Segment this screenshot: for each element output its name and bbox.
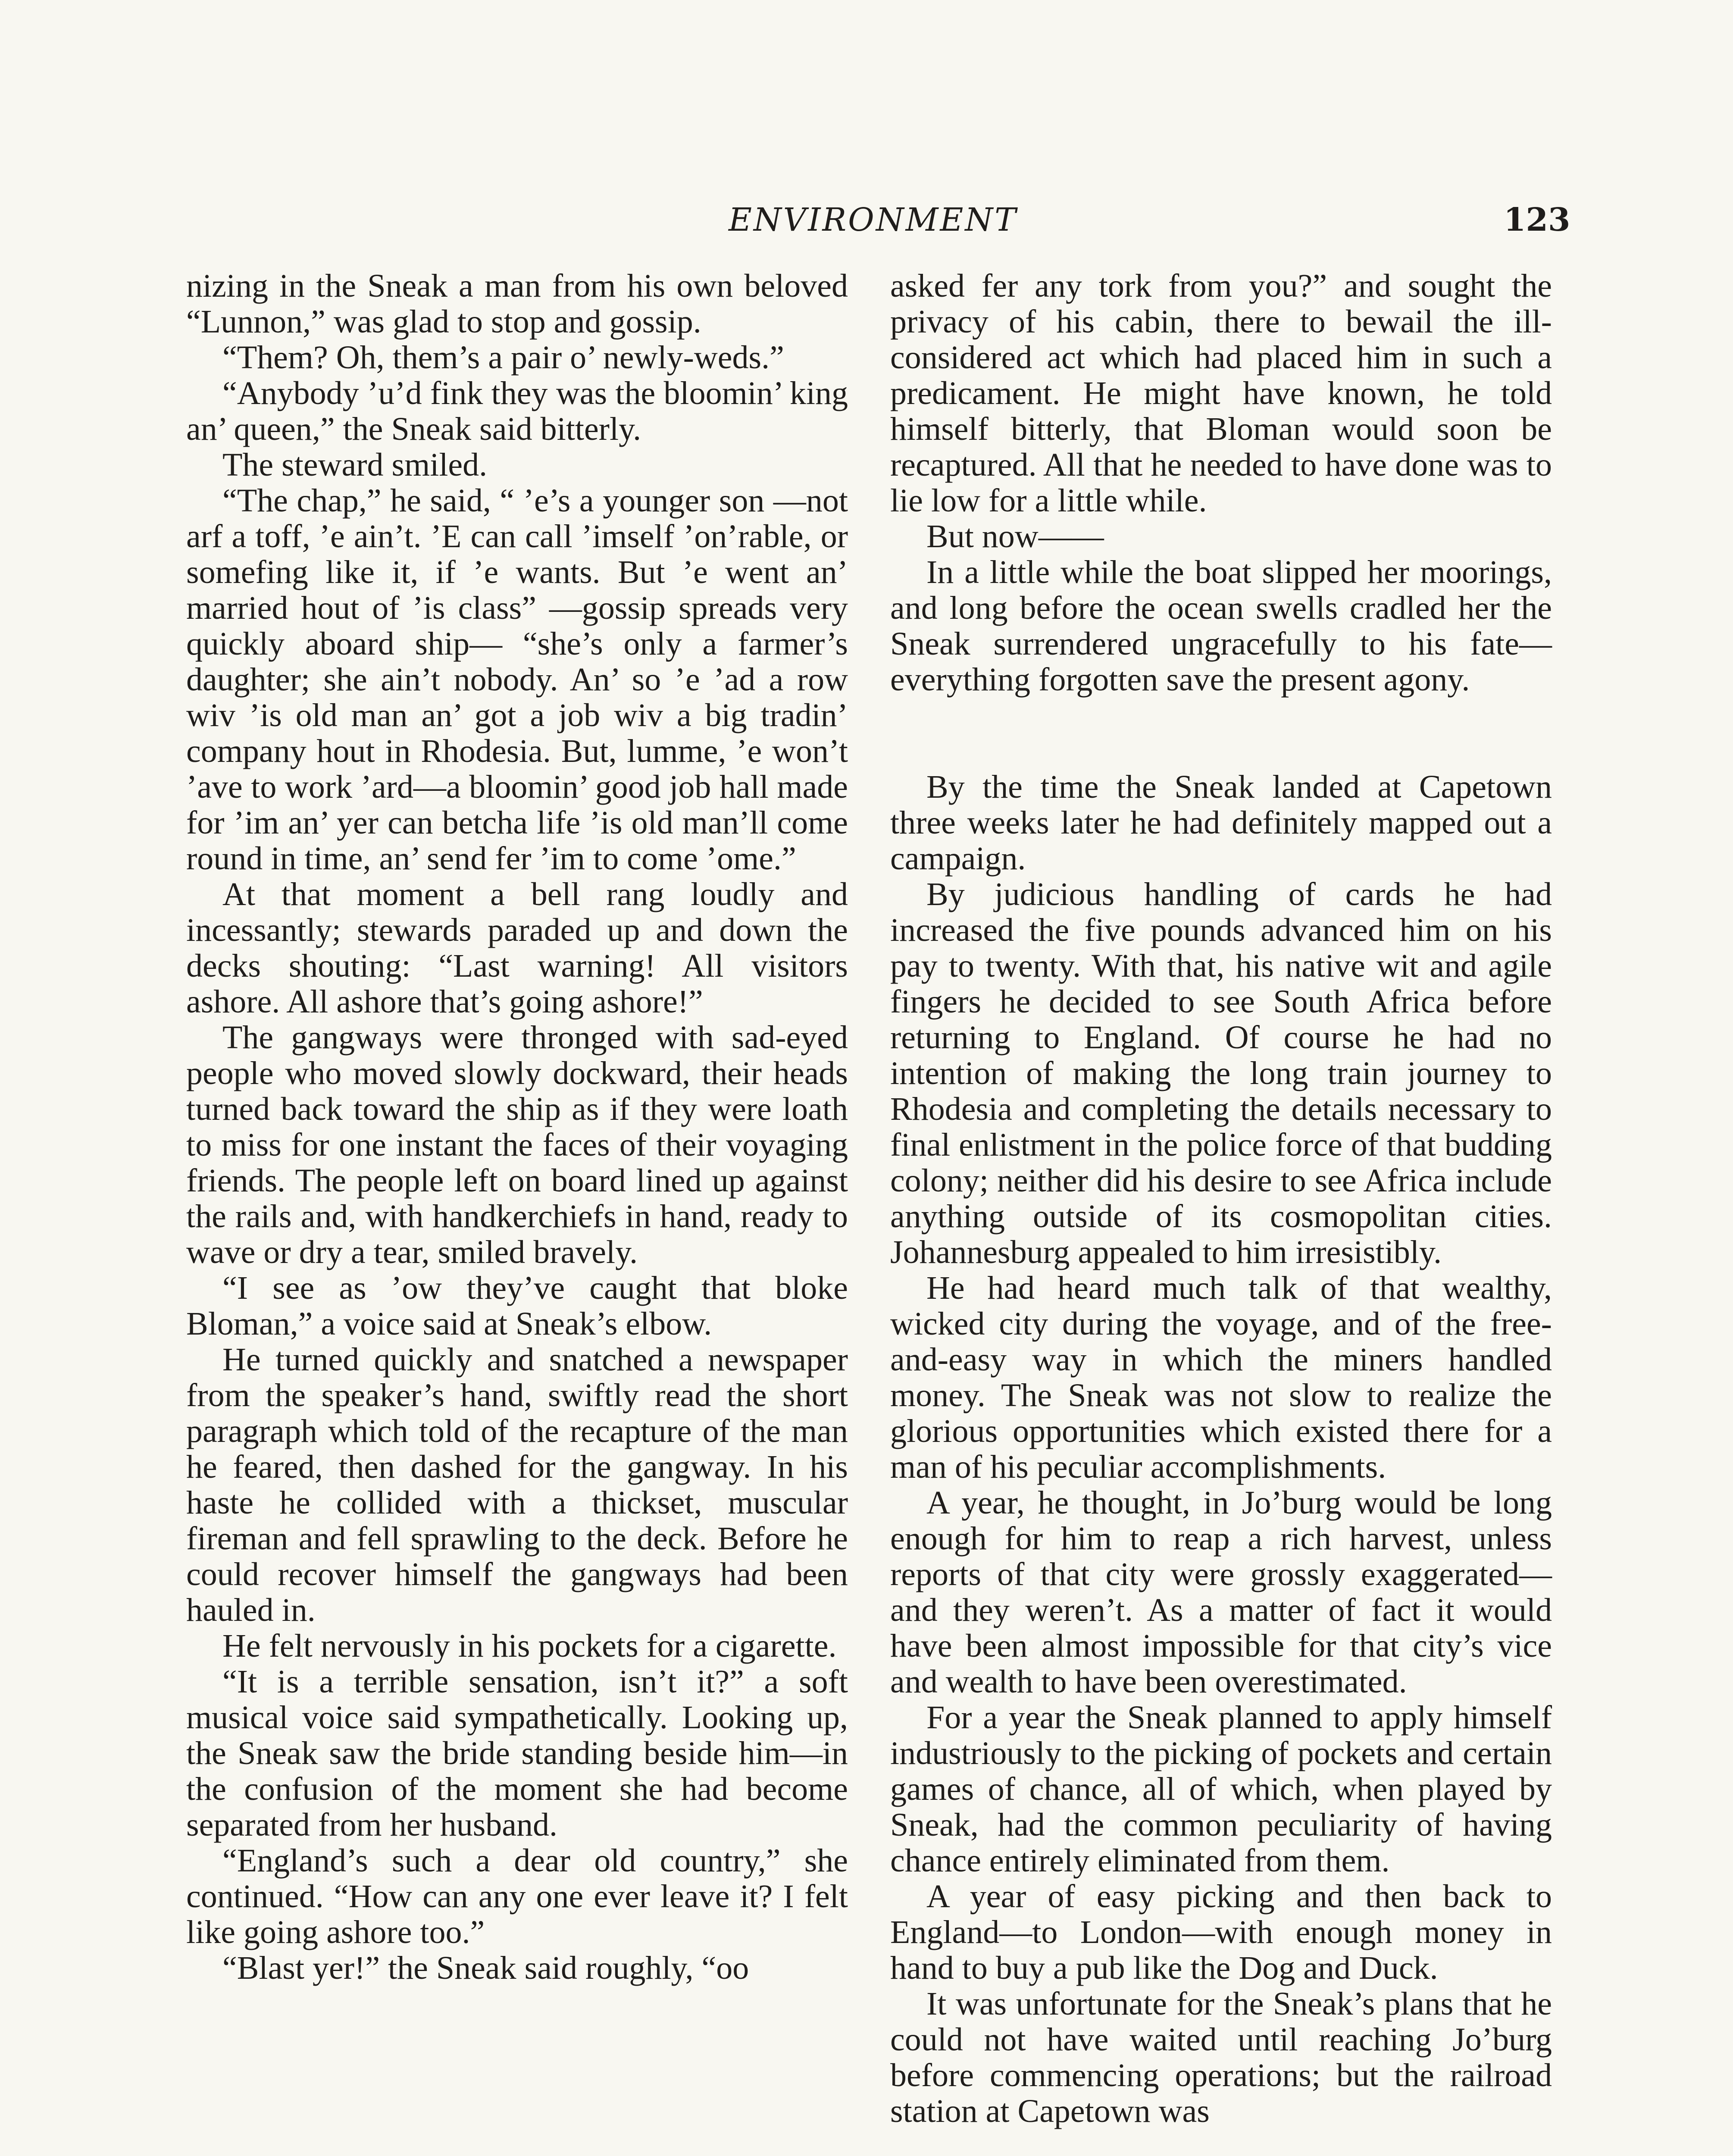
paragraph: “Them? Oh, them’s a pair o’ newly-weds.” [222,339,784,376]
paragraph: He felt nervously in his pockets for a cigarette. [222,1628,837,1664]
paragraph: “Blast yer!” the Sneak said roughly, “oo [222,1950,749,1986]
page-number: 123 [1504,201,1570,238]
paragraph: The gangways were thronged with sad-eyed people who moved slowly dockward, their heads turned back toward the ship as if they were loath to miss for one instant the faces of their voyaging friends. The people left on board lined up against the rails and, with handkerchiefs in hand, ready to wave or dry a tear, smiled bravely. [186,1019,848,1270]
right-column [890,268,1552,2129]
running-title: ENVIRONMENT [729,201,1018,238]
section-break [890,698,1552,769]
paragraph: He had heard much talk of that wealthy, wicked city during the voyage, and of the free-and-easy way in which the miners handled money. The Sneak was not slow to realize the glorious opportunities which existed there for a man of his peculiar accomplishments. [890,1270,1552,1485]
paragraph: asked fer any tork from you?” and sought the privacy of his cabin, there to bewail the ill-considered act which had placed him in such a predicament. He might have known, he told himself bitterly, that Bloman would soon be recaptured. All that he needed to have done was to lie low for a little while. [890,268,1552,519]
paragraph: It was unfortunate for the Sneak’s plans that he could not have waited until reaching Jo’burg before commencing operations; but the railroad station at Capetown was [890,1986,1552,2129]
paragraph: But now—— [926,518,1104,555]
running-header [0,196,1733,244]
paragraph: nizing in the Sneak a man from his own beloved “Lunnon,” was glad to stop and gossip. [186,268,848,340]
paragraph: At that moment a bell rang loudly and incessantly; stewards paraded up and down the decks shouting: “Last warning! All visitors ashore. All ashore that’s going ashore!” [186,876,848,1020]
paragraph: By judicious handling of cards he had increased the five pounds advanced him on his pay to twenty. With that, his native wit and agile fingers he decided to see South Africa before returning to England. Of course he had no intention of making the long train journey to Rhodesia and completing the details necessary to final enlistment in the police force of that budding colony; neither did his desire to see Africa include anything outside of its cosmopolitan cities. Johannesburg appealed to him irresistibly. [890,876,1552,1270]
paragraph: A year, he thought, in Jo’burg would be long enough for him to reap a rich harvest, unless reports of that city were grossly exaggerated—and they weren’t. As a matter of fact it would have been almost impossible for that city’s vice and wealth to have been overestimated. [890,1485,1552,1700]
paragraph: “The chap,” he said, “ ’e’s a younger son —not arf a toff, ’e ain’t. ’E can call ’imself ’on’rable, or somefing like it, if ’e wants. But ’e went an’ married hout of ’is class” —gossip spreads very quickly aboard ship— “she’s only a farmer’s daughter; she ain’t nobody. An’ so ’e ’ad a row wiv ’is old man an’ got a job wiv a big tradin’ company hout in Rhodesia. But, lumme, ’e won’t ’ave to work ’ard—a bloomin’ good job hall made for ’im an’ yer can betcha life ’is old man’ll come round in time, an’ send fer ’im to come ’ome.” [186,483,848,877]
paragraph: He turned quickly and snatched a newspaper from the speaker’s hand, swiftly read the short paragraph which told of the recapture of the man he feared, then dashed for the gangway. In his haste he collided with a thickset, muscular fireman and fell sprawling to the deck. Before he could recover himself the gangways had been hauled in. [186,1341,848,1628]
paragraph: “I see as ’ow they’ve caught that bloke Bloman,” a voice said at Sneak’s elbow. [186,1270,848,1342]
left-column [186,268,848,1986]
paragraph: By the time the Sneak landed at Capetown three weeks later he had definitely mapped out a campaign. [890,769,1552,877]
paragraph: “Anybody ’u’d fink they was the bloomin’ king an’ queen,” the Sneak said bitterly. [186,375,848,447]
paragraph: For a year the Sneak planned to apply himself industriously to the picking of pockets and certain games of chance, all of which, when played by Sneak, had the common peculiarity of having chance entirely eliminated from them. [890,1699,1552,1879]
paragraph: “England’s such a dear old country,” she continued. “How can any one ever leave it? I felt like going ashore too.” [186,1843,848,1950]
paragraph: A year of easy picking and then back to England—to London—with enough money in hand to buy a pub like the Dog and Duck. [890,1878,1552,1986]
paragraph: In a little while the boat slipped her moorings, and long before the ocean swells cradled her the Sneak surrendered ungracefully to his fate—everything forgotten save the present agony. [890,554,1552,698]
paragraph: “It is a terrible sensation, isn’t it?” a soft musical voice said sympathetically. Looking up, the Sneak saw the bride standing beside him—in the confusion of the moment she had become separated from her husband. [186,1664,848,1843]
paragraph: The steward smiled. [222,447,488,483]
